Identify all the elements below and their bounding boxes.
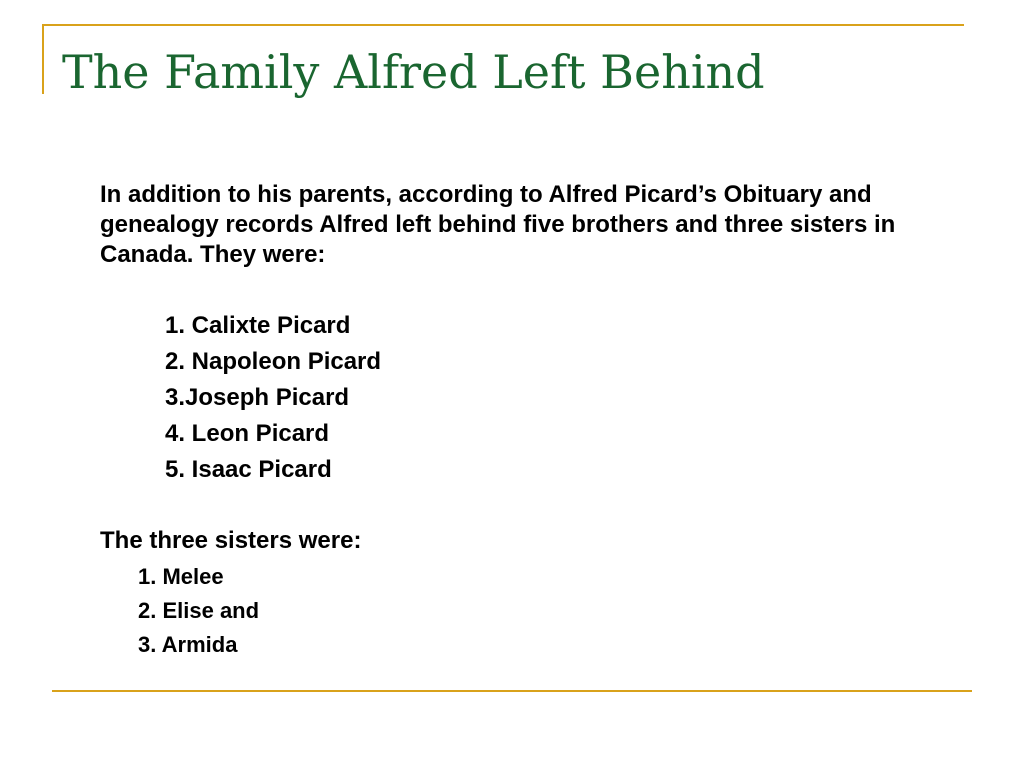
bottom-accent-line [52,690,972,692]
list-item: 2. Elise and [138,598,260,623]
list-item: 3. Armida [138,632,238,657]
list-item: 1. Calixte Picard [165,312,351,339]
sisters-heading: The three sisters were: [100,527,362,554]
left-accent-line [42,24,44,94]
list-item: 1. Melee [138,564,224,589]
list-item: 5. Isaac Picard [165,456,332,483]
slide-title: The Family Alfred Left Behind [62,45,765,99]
sisters-list [138,560,259,662]
brothers-list [165,308,381,488]
list-item: 4. Leon Picard [165,420,330,447]
list-item: 3.Joseph Picard [165,384,350,411]
top-accent-line [42,24,964,26]
intro-paragraph: In addition to his parents, according to Alfred Picard’s Obituary and genealogy records Alfred left behind five brothers and three sisters in Canada. They were: [100,181,896,268]
list-item: 2. Napoleon Picard [165,348,382,375]
